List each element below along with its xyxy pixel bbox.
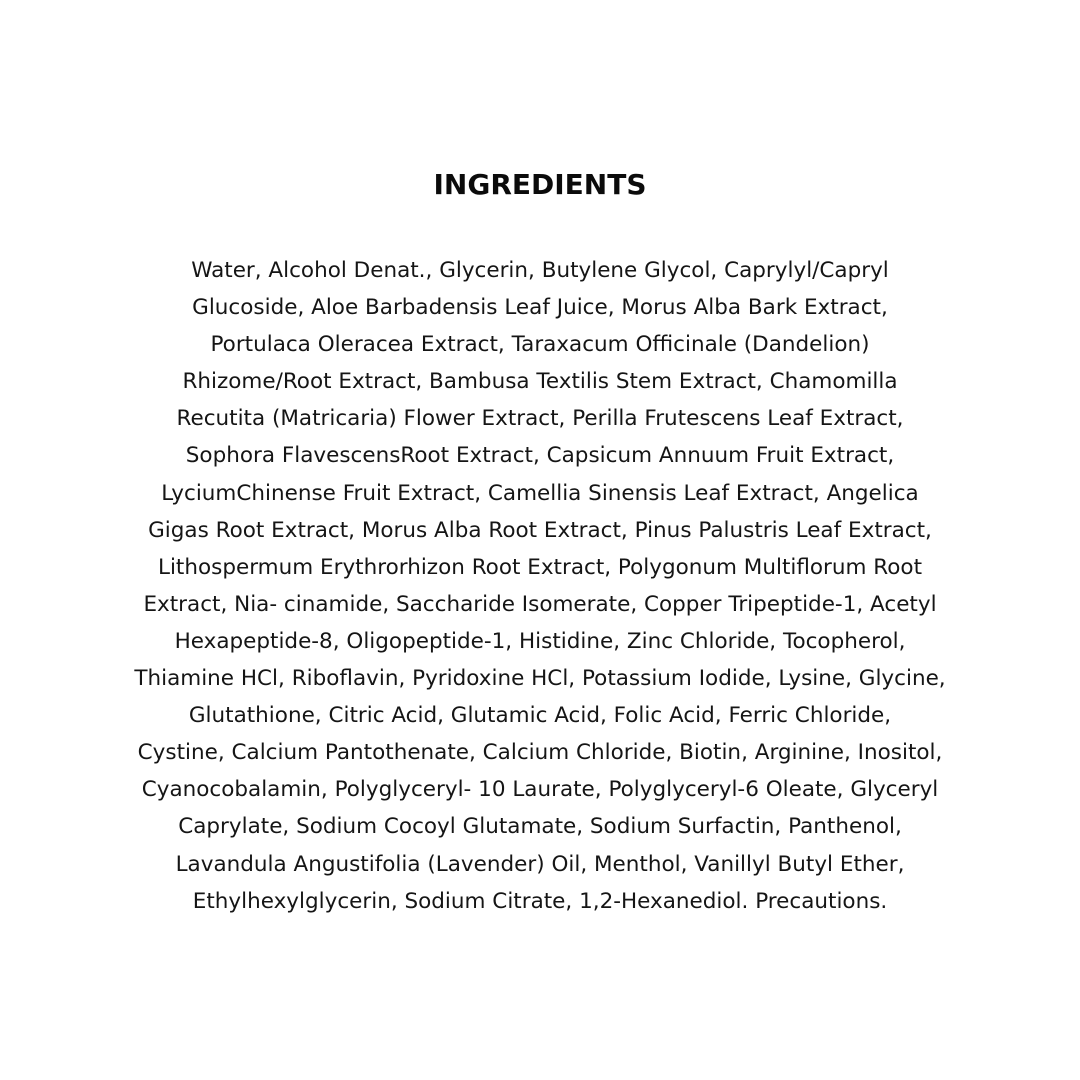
ingredients-line: Lithospermum Erythrorhizon Root Extract, Polygonum Multiflorum Root (157, 554, 923, 580)
ingredients-line: Hexapeptide-8, Oligopeptide-1, Histidine, Zinc Chloride, Tocopherol, (174, 628, 906, 654)
ingredients-line: Lavandula Angustifolia (Lavender) Oil, Menthol, Vanillyl Butyl Ether, (175, 851, 905, 877)
ingredients-line: Water, Alcohol Denat., Glycerin, Butylene Glycol, Caprylyl/Capryl (191, 258, 889, 283)
ingredients-list (100, 252, 980, 920)
ingredients-line: Cystine, Calcium Pantothenate, Calcium Chloride, Biotin, Arginine, Inositol, (137, 740, 943, 766)
ingredients-line: Glutathione, Citric Acid, Glutamic Acid, Folic Acid, Ferric Chloride, (188, 703, 892, 729)
ingredients-line: Recutita (Matricaria) Flower Extract, Perilla Frutescens Leaf Extract, (176, 406, 904, 432)
page-title: INGREDIENTS (433, 168, 647, 201)
ingredients-line: Cyanocobalamin, Polyglyceryl- 10 Laurate, Polyglyceryl-6 Oleate, Glyceryl (141, 777, 939, 803)
ingredients-line: Extract, Nia- cinamide, Saccharide Isomerate, Copper Tripeptide-1, Acetyl (143, 591, 937, 617)
ingredients-line: Gigas Root Extract, Morus Alba Root Extract, Pinus Palustris Leaf Extract, (148, 517, 932, 543)
ingredients-line: Thiamine HCl, Riboflavin, Pyridoxine HCl, Potassium Iodide, Lysine, Glycine, (134, 666, 946, 692)
ingredients-line: LyciumChinense Fruit Extract, Camellia Sinensis Leaf Extract, Angelica (161, 480, 919, 506)
ingredients-line: Caprylate, Sodium Cocoyl Glutamate, Sodium Surfactin, Panthenol, (178, 814, 902, 840)
ingredients-line: Sophora FlavescensRoot Extract, Capsicum Annuum Fruit Extract, (185, 443, 895, 469)
ingredients-line: Ethylhexylglycerin, Sodium Citrate, 1,2-Hexanediol. Precautions. (192, 888, 888, 914)
ingredients-line: Glucoside, Aloe Barbadensis Leaf Juice, Morus Alba Bark Extract, (192, 295, 888, 321)
ingredients-line: Portulaca Oleracea Extract, Taraxacum Officinale (Dandelion) (210, 332, 870, 358)
ingredients-line: Rhizome/Root Extract, Bambusa Textilis Stem Extract, Chamomilla (182, 369, 898, 395)
